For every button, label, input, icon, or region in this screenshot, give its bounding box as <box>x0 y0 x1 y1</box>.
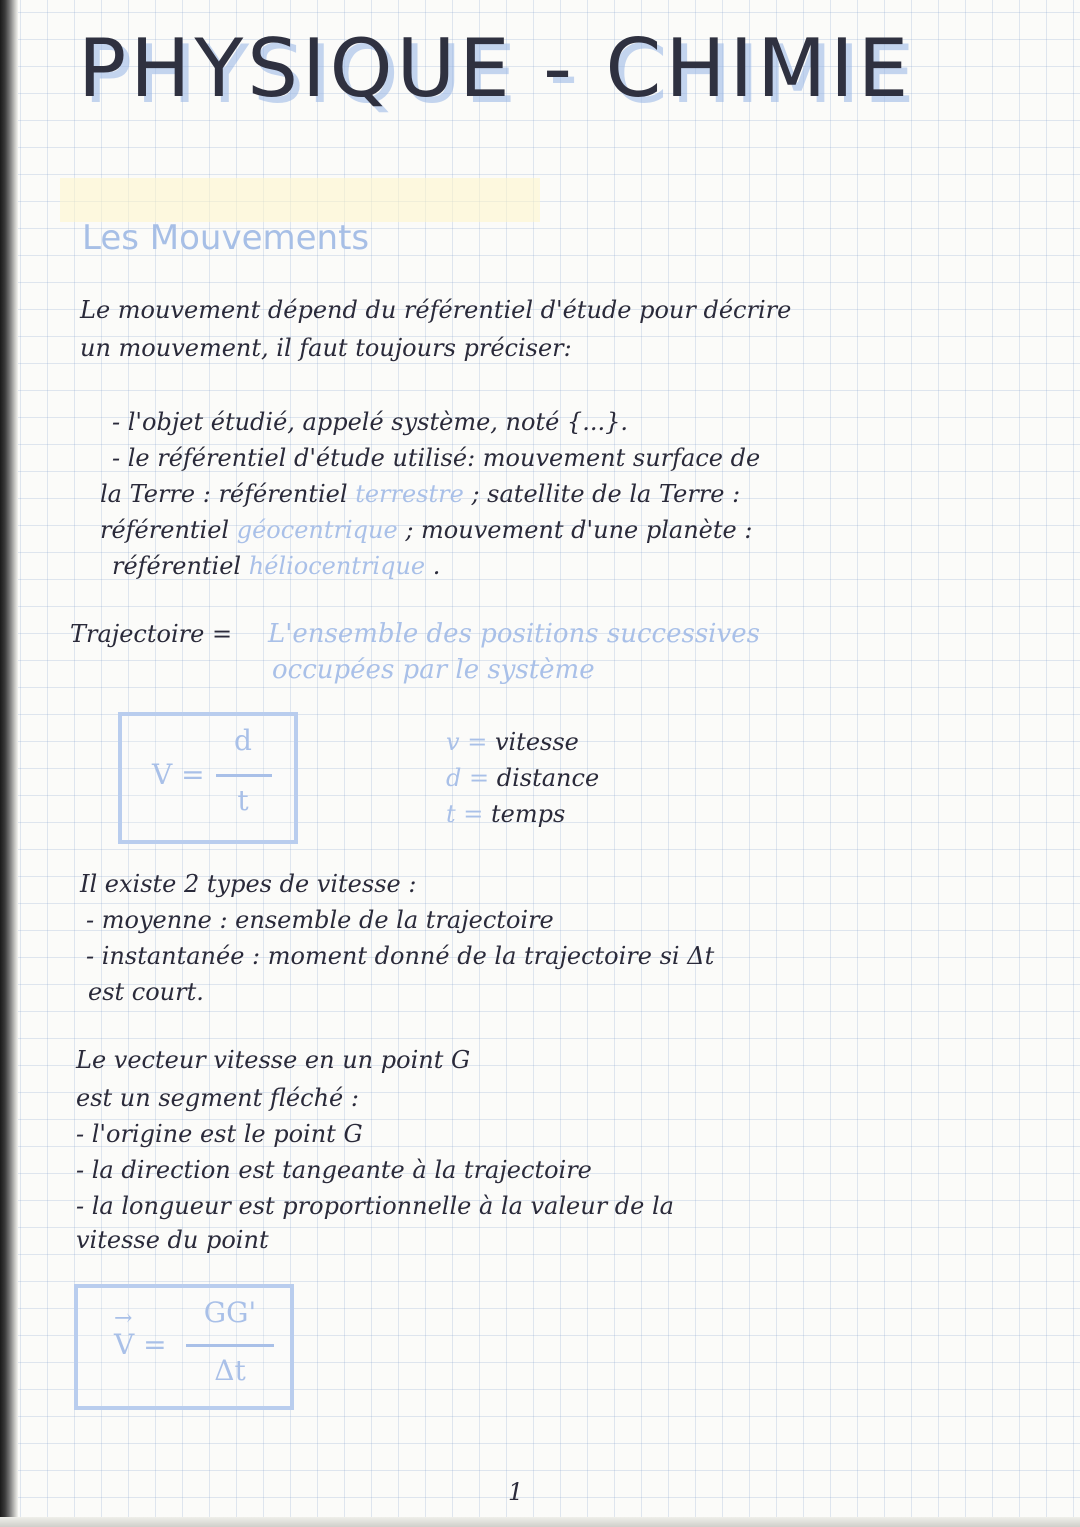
vector-formula-lhs: V = <box>114 1328 167 1361</box>
vector-line-1: Le vecteur vitesse en un point G <box>76 1046 471 1074</box>
intro-line-2: un mouvement, il faut toujours préciser: <box>80 334 572 362</box>
referential-line-5 <box>112 548 440 584</box>
notebook-binding <box>0 0 18 1527</box>
referential-line-2: - le référentiel d'étude utilisé: mouvement surface de <box>112 444 761 472</box>
fraction-bar <box>186 1344 274 1347</box>
legend-row <box>446 796 565 832</box>
legend-row <box>446 724 579 760</box>
trajectoire-label: Trajectoire = <box>70 620 233 648</box>
referential-text: la Terre : référentiel <box>100 480 348 508</box>
speed-types-line-2: - moyenne : ensemble de la trajectoire <box>86 906 554 934</box>
vector-formula-denominator: Δt <box>214 1354 246 1387</box>
speed-formula-box <box>118 712 298 844</box>
referential-line-3 <box>100 476 740 512</box>
term-geocentrique: géocentrique <box>236 516 398 544</box>
vector-formula-numerator: GG' <box>203 1296 257 1329</box>
vector-line-2: est un segment fléché : <box>76 1084 359 1112</box>
vector-line-5: - la longueur est proportionnelle à la valeur de la <box>76 1192 674 1220</box>
referential-text: référentiel <box>100 516 230 544</box>
title-physique: PHYSIQUE <box>78 22 514 115</box>
trajectoire-definition-line-2: occupées par le système <box>272 655 595 685</box>
speed-formula-numerator: d <box>234 724 252 757</box>
page-bottom-edge <box>0 1517 1080 1527</box>
referential-text: . <box>432 552 441 580</box>
page-title <box>78 22 912 115</box>
referential-text: ; satellite de la Terre : <box>471 480 741 508</box>
legend-meaning: vitesse <box>494 728 579 756</box>
page-number: 1 <box>508 1478 524 1506</box>
vector-formula-box <box>74 1284 294 1410</box>
speed-types-line-1: Il existe 2 types de vitesse : <box>80 870 417 898</box>
term-heliocentrique: héliocentrique <box>248 552 426 580</box>
speed-types-line-3: - instantanée : moment donné de la trajectoire si Δt <box>86 942 715 970</box>
referential-line-4 <box>100 512 752 548</box>
vector-line-6: vitesse du point <box>76 1226 269 1254</box>
intro-line-1: Le mouvement dépend du référentiel d'étude pour décrire <box>80 296 792 324</box>
title-separator: - <box>543 22 577 115</box>
legend-symbol: t = <box>446 800 484 828</box>
vector-line-3: - l'origine est le point G <box>76 1120 363 1148</box>
legend-meaning: temps <box>491 800 566 828</box>
fraction-bar <box>216 774 272 777</box>
term-terrestre: terrestre <box>355 480 464 508</box>
legend-symbol: v = <box>446 728 488 756</box>
speed-formula-denominator: t <box>237 784 249 817</box>
legend-symbol: d = <box>446 764 490 792</box>
vector-arrow-icon: → <box>114 1306 133 1331</box>
vector-line-4: - la direction est tangeante à la trajectoire <box>76 1156 592 1184</box>
legend-meaning: distance <box>496 764 600 792</box>
referential-text: référentiel <box>112 552 242 580</box>
legend-row <box>446 760 599 796</box>
referential-text: ; mouvement d'une planète : <box>405 516 753 544</box>
section-title: Les Mouvements <box>82 218 370 258</box>
trajectoire-definition-line-1: L'ensemble des positions successives <box>268 619 760 649</box>
title-chimie: CHIMIE <box>605 22 913 115</box>
referential-line-1: - l'objet étudié, appelé système, noté {...}. <box>112 408 628 436</box>
speed-types-line-4: est court. <box>88 978 204 1006</box>
speed-formula-lhs: V = <box>152 758 205 791</box>
